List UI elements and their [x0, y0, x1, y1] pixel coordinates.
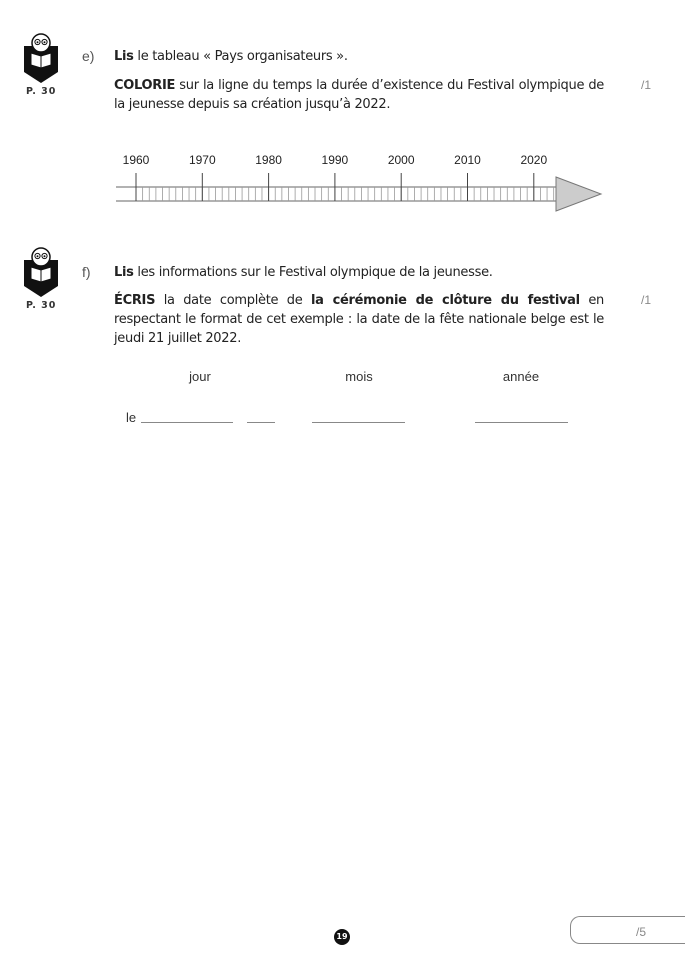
exercise-letter: f): [82, 264, 91, 280]
exercise-e-line1: Lis le tableau « Pays organisateurs ».: [114, 49, 348, 64]
column-label-year: année: [502, 369, 540, 384]
total-score-label: /5: [636, 925, 647, 939]
year-answer-line[interactable]: [475, 422, 568, 423]
column-label-day: jour: [189, 369, 211, 384]
day-answer-line[interactable]: [247, 422, 275, 423]
score-box: /1: [641, 78, 652, 92]
page-reference: P. 30: [26, 300, 57, 311]
timeline-year-label: 2010: [454, 153, 481, 167]
book-reader-icon: [22, 246, 60, 298]
page-reference: P. 30: [26, 86, 57, 97]
exercise-f-instruction: ÉCRIS la date complète de la cérémonie de clôture du festival en respectant le format de cet exemple : la date de la fête nationale belge est le jeudi 21 juillet 2022.: [114, 293, 604, 346]
exercise-e-instruction: COLORIE sur la ligne du temps la durée d’existence du Festival olympique de la jeunesse depuis sa création jusqu’à 2022.: [114, 78, 604, 112]
book-reader-icon: [22, 32, 60, 84]
exercise-letter: e): [82, 48, 95, 64]
timeline-arrow-head: [556, 177, 601, 211]
timeline-year-label: 1980: [255, 153, 282, 167]
date-prefix-label: le: [126, 410, 137, 425]
timeline-year-label: 1970: [188, 153, 216, 167]
page-number-badge: 19: [334, 929, 350, 945]
total-score-box: [570, 916, 685, 944]
timeline-year-label: 2000: [387, 153, 415, 167]
timeline-band: [136, 187, 556, 201]
timeline-year-label: 1960: [122, 153, 150, 167]
score-box: /1: [641, 293, 652, 307]
timeline-year-label: 2020: [520, 153, 548, 167]
column-label-month: mois: [345, 369, 373, 384]
exercise-f-line1: Lis les informations sur le Festival olympique de la jeunesse.: [114, 265, 493, 280]
timeline: [0, 148, 685, 218]
month-answer-line[interactable]: [312, 422, 405, 423]
weekday-answer-line[interactable]: [141, 422, 233, 423]
timeline-year-label: 1990: [321, 153, 349, 167]
